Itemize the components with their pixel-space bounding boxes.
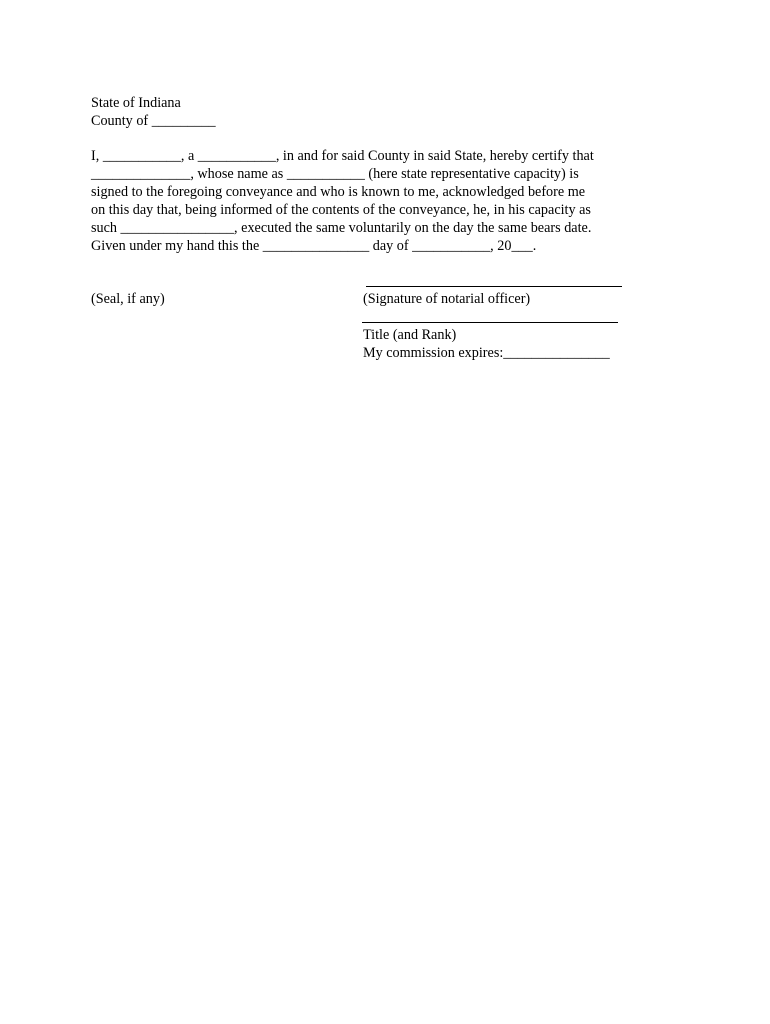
body-line-2: ______________, whose name as ___________ (here state representative capacity) is (91, 166, 579, 182)
body-line-4: on this day that, being informed of the contents of the conveyance, he, in his capacity as (91, 202, 591, 218)
title-caption: Title (and Rank) (363, 327, 457, 343)
body-line-5: such ________________, executed the same voluntarily on the day the same bears date. (91, 220, 592, 236)
signature-line (366, 286, 622, 287)
county-line: County of _________ (91, 113, 216, 129)
title-line (362, 322, 618, 323)
signature-caption: (Signature of notarial officer) (363, 291, 531, 307)
commission-expires-line: My commission expires:_______________ (363, 345, 610, 361)
body-line-6: Given under my hand this the _______________ day of ___________, 20___. (91, 238, 537, 254)
body-line-3: signed to the foregoing conveyance and who is known to me, acknowledged before me (91, 184, 586, 200)
seal-label: (Seal, if any) (91, 291, 165, 307)
body-line-1: I, ___________, a ___________, in and for said County in said State, hereby certify that (91, 148, 594, 164)
state-heading: State of Indiana (91, 95, 181, 111)
